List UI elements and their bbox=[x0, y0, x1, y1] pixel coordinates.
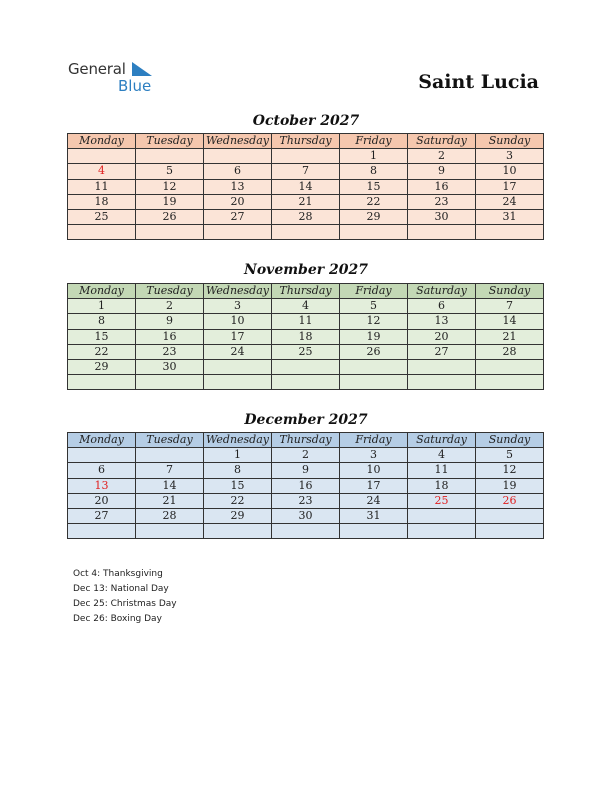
day-cell: 17 bbox=[476, 179, 544, 194]
day-cell: 28 bbox=[476, 344, 544, 359]
weekday-header: Sunday bbox=[476, 433, 544, 448]
day-cell: 30 bbox=[136, 359, 204, 374]
day-cell: 30 bbox=[408, 209, 476, 224]
day-cell: 18 bbox=[408, 478, 476, 493]
empty-day-cell bbox=[68, 524, 136, 539]
day-cell: 21 bbox=[136, 493, 204, 508]
country-title: Saint Lucia bbox=[418, 71, 539, 93]
day-cell: 6 bbox=[408, 299, 476, 314]
day-cell: 29 bbox=[68, 359, 136, 374]
empty-day-cell bbox=[136, 448, 204, 463]
day-cell: 15 bbox=[340, 179, 408, 194]
week-row bbox=[68, 359, 544, 374]
week-row bbox=[68, 194, 544, 209]
weekday-header: Friday bbox=[340, 284, 408, 299]
day-cell: 24 bbox=[204, 344, 272, 359]
day-cell: 27 bbox=[204, 209, 272, 224]
day-cell: 9 bbox=[136, 314, 204, 329]
empty-day-cell bbox=[136, 375, 204, 390]
weekday-header: Monday bbox=[68, 284, 136, 299]
day-cell: 16 bbox=[272, 478, 340, 493]
calendar-body bbox=[68, 149, 544, 240]
empty-day-cell bbox=[340, 225, 408, 240]
calendar-body bbox=[68, 299, 544, 390]
day-cell: 14 bbox=[476, 314, 544, 329]
day-cell: 12 bbox=[340, 314, 408, 329]
weekday-header: Sunday bbox=[476, 284, 544, 299]
empty-day-cell bbox=[272, 524, 340, 539]
weekday-header: Saturday bbox=[408, 284, 476, 299]
empty-day-cell bbox=[408, 524, 476, 539]
weekday-header: Saturday bbox=[408, 433, 476, 448]
day-cell: 2 bbox=[136, 299, 204, 314]
weekday-header: Sunday bbox=[476, 134, 544, 149]
day-cell: 3 bbox=[204, 299, 272, 314]
day-cell: 8 bbox=[204, 463, 272, 478]
holiday-note: Dec 25: Christmas Day bbox=[73, 599, 177, 609]
empty-day-cell bbox=[204, 524, 272, 539]
empty-day-cell bbox=[476, 375, 544, 390]
day-cell: 1 bbox=[68, 299, 136, 314]
weekday-header: Thursday bbox=[272, 433, 340, 448]
empty-day-cell bbox=[204, 225, 272, 240]
holiday-day-cell: 4 bbox=[68, 164, 136, 179]
empty-day-cell bbox=[204, 359, 272, 374]
day-cell: 31 bbox=[476, 209, 544, 224]
day-cell: 19 bbox=[476, 478, 544, 493]
weekday-header: Tuesday bbox=[136, 134, 204, 149]
weekday-header-row bbox=[68, 433, 544, 448]
day-cell: 26 bbox=[136, 209, 204, 224]
day-cell: 12 bbox=[476, 463, 544, 478]
weekday-header-row bbox=[68, 134, 544, 149]
day-cell: 1 bbox=[204, 448, 272, 463]
day-cell: 18 bbox=[272, 329, 340, 344]
day-cell: 25 bbox=[272, 344, 340, 359]
day-cell: 8 bbox=[340, 164, 408, 179]
day-cell: 15 bbox=[68, 329, 136, 344]
holiday-note: Dec 13: National Day bbox=[73, 584, 169, 594]
empty-day-cell bbox=[408, 359, 476, 374]
empty-day-cell bbox=[204, 149, 272, 164]
day-cell: 6 bbox=[68, 463, 136, 478]
day-cell: 15 bbox=[204, 478, 272, 493]
week-row bbox=[68, 149, 544, 164]
empty-day-cell bbox=[476, 225, 544, 240]
day-cell: 10 bbox=[476, 164, 544, 179]
day-cell: 13 bbox=[408, 314, 476, 329]
day-cell: 4 bbox=[408, 448, 476, 463]
day-cell: 26 bbox=[340, 344, 408, 359]
weekday-header: Wednesday bbox=[204, 134, 272, 149]
week-row bbox=[68, 463, 544, 478]
calendar-body bbox=[68, 448, 544, 539]
empty-day-cell bbox=[476, 508, 544, 523]
empty-day-cell bbox=[68, 375, 136, 390]
month-title-october: October 2027 bbox=[252, 113, 360, 129]
day-cell: 9 bbox=[408, 164, 476, 179]
day-cell: 19 bbox=[340, 329, 408, 344]
day-cell: 23 bbox=[136, 344, 204, 359]
day-cell: 16 bbox=[408, 179, 476, 194]
holiday-note: Dec 26: Boxing Day bbox=[73, 614, 162, 624]
day-cell: 27 bbox=[408, 344, 476, 359]
day-cell: 19 bbox=[136, 194, 204, 209]
day-cell: 11 bbox=[68, 179, 136, 194]
empty-day-cell bbox=[340, 375, 408, 390]
empty-day-cell bbox=[272, 375, 340, 390]
day-cell: 10 bbox=[204, 314, 272, 329]
day-cell: 27 bbox=[68, 508, 136, 523]
day-cell: 7 bbox=[136, 463, 204, 478]
week-row bbox=[68, 299, 544, 314]
holiday-notes bbox=[73, 567, 177, 627]
day-cell: 3 bbox=[476, 149, 544, 164]
day-cell: 29 bbox=[204, 508, 272, 523]
week-row bbox=[68, 179, 544, 194]
weekday-header: Saturday bbox=[408, 134, 476, 149]
day-cell: 21 bbox=[476, 329, 544, 344]
empty-day-cell bbox=[136, 524, 204, 539]
day-cell: 17 bbox=[340, 478, 408, 493]
day-cell: 11 bbox=[272, 314, 340, 329]
week-row bbox=[68, 524, 544, 539]
day-cell: 21 bbox=[272, 194, 340, 209]
day-cell: 17 bbox=[204, 329, 272, 344]
empty-day-cell bbox=[204, 375, 272, 390]
day-cell: 5 bbox=[136, 164, 204, 179]
logo-text-blue: Blue bbox=[118, 77, 152, 95]
week-row bbox=[68, 314, 544, 329]
day-cell: 22 bbox=[204, 493, 272, 508]
empty-day-cell bbox=[408, 225, 476, 240]
weekday-header: Wednesday bbox=[204, 433, 272, 448]
weekday-header: Thursday bbox=[272, 134, 340, 149]
day-cell: 9 bbox=[272, 463, 340, 478]
day-cell: 6 bbox=[204, 164, 272, 179]
weekday-header: Tuesday bbox=[136, 433, 204, 448]
weekday-header-row bbox=[68, 284, 544, 299]
day-cell: 12 bbox=[136, 179, 204, 194]
day-cell: 14 bbox=[136, 478, 204, 493]
day-cell: 20 bbox=[68, 493, 136, 508]
week-row bbox=[68, 209, 544, 224]
day-cell: 30 bbox=[272, 508, 340, 523]
day-cell: 28 bbox=[136, 508, 204, 523]
day-cell: 10 bbox=[340, 463, 408, 478]
day-cell: 18 bbox=[68, 194, 136, 209]
day-cell: 24 bbox=[340, 493, 408, 508]
day-cell: 8 bbox=[68, 314, 136, 329]
week-row bbox=[68, 344, 544, 359]
day-cell: 31 bbox=[340, 508, 408, 523]
calendar-december bbox=[67, 432, 544, 539]
day-cell: 2 bbox=[408, 149, 476, 164]
day-cell: 22 bbox=[68, 344, 136, 359]
week-row bbox=[68, 508, 544, 523]
weekday-header: Monday bbox=[68, 134, 136, 149]
weekday-header: Friday bbox=[340, 433, 408, 448]
day-cell: 20 bbox=[204, 194, 272, 209]
day-cell: 5 bbox=[340, 299, 408, 314]
day-cell: 28 bbox=[272, 209, 340, 224]
logo-text-general: General bbox=[68, 60, 126, 78]
holiday-day-cell: 13 bbox=[68, 478, 136, 493]
week-row bbox=[68, 478, 544, 493]
empty-day-cell bbox=[408, 508, 476, 523]
weekday-header: Thursday bbox=[272, 284, 340, 299]
empty-day-cell bbox=[272, 359, 340, 374]
calendar-november bbox=[67, 283, 544, 390]
logo-flag-icon bbox=[132, 62, 154, 78]
day-cell: 20 bbox=[408, 329, 476, 344]
day-cell: 7 bbox=[272, 164, 340, 179]
day-cell: 29 bbox=[340, 209, 408, 224]
holiday-note: Oct 4: Thanksgiving bbox=[73, 569, 163, 579]
day-cell: 5 bbox=[476, 448, 544, 463]
day-cell: 7 bbox=[476, 299, 544, 314]
empty-day-cell bbox=[476, 524, 544, 539]
day-cell: 25 bbox=[68, 209, 136, 224]
day-cell: 24 bbox=[476, 194, 544, 209]
week-row bbox=[68, 375, 544, 390]
holiday-day-cell: 25 bbox=[408, 493, 476, 508]
weekday-header: Tuesday bbox=[136, 284, 204, 299]
empty-day-cell bbox=[136, 149, 204, 164]
day-cell: 11 bbox=[408, 463, 476, 478]
holiday-day-cell: 26 bbox=[476, 493, 544, 508]
month-title-november: November 2027 bbox=[244, 262, 368, 278]
weekday-header: Wednesday bbox=[204, 284, 272, 299]
brand-logo bbox=[68, 60, 168, 96]
day-cell: 13 bbox=[204, 179, 272, 194]
day-cell: 2 bbox=[272, 448, 340, 463]
empty-day-cell bbox=[68, 225, 136, 240]
empty-day-cell bbox=[272, 149, 340, 164]
week-row bbox=[68, 493, 544, 508]
weekday-header: Monday bbox=[68, 433, 136, 448]
week-row bbox=[68, 225, 544, 240]
week-row bbox=[68, 164, 544, 179]
weekday-header: Friday bbox=[340, 134, 408, 149]
day-cell: 23 bbox=[272, 493, 340, 508]
week-row bbox=[68, 448, 544, 463]
week-row bbox=[68, 329, 544, 344]
empty-day-cell bbox=[476, 359, 544, 374]
day-cell: 1 bbox=[340, 149, 408, 164]
month-title-december: December 2027 bbox=[244, 412, 368, 428]
day-cell: 23 bbox=[408, 194, 476, 209]
empty-day-cell bbox=[272, 225, 340, 240]
day-cell: 14 bbox=[272, 179, 340, 194]
empty-day-cell bbox=[68, 448, 136, 463]
empty-day-cell bbox=[408, 375, 476, 390]
day-cell: 16 bbox=[136, 329, 204, 344]
empty-day-cell bbox=[340, 359, 408, 374]
empty-day-cell bbox=[340, 524, 408, 539]
day-cell: 4 bbox=[272, 299, 340, 314]
empty-day-cell bbox=[68, 149, 136, 164]
calendar-october bbox=[67, 133, 544, 240]
empty-day-cell bbox=[136, 225, 204, 240]
day-cell: 22 bbox=[340, 194, 408, 209]
day-cell: 3 bbox=[340, 448, 408, 463]
